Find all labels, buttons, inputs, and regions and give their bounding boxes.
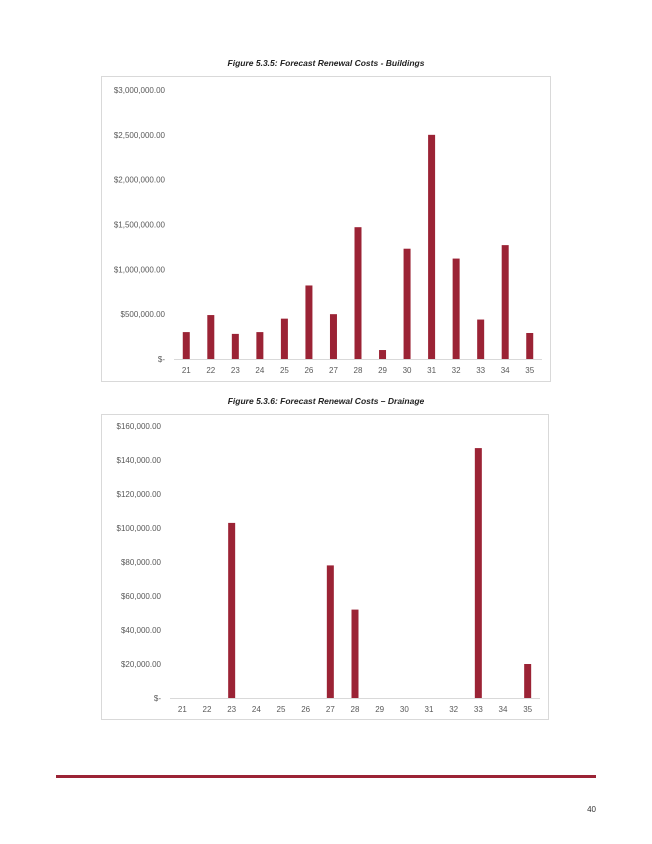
buildings-x-tick-label: 28 bbox=[353, 366, 363, 375]
drainage-x-tick-label: 21 bbox=[177, 705, 187, 714]
buildings-x-tick-label: 34 bbox=[500, 366, 510, 375]
drainage-bar-27 bbox=[327, 565, 334, 698]
buildings-x-tick-label: 26 bbox=[304, 366, 314, 375]
buildings-x-tick-label: 27 bbox=[329, 366, 338, 375]
drainage-y-tick-label: $140,000.00 bbox=[116, 456, 161, 465]
drainage-bar-28 bbox=[352, 610, 359, 698]
buildings-bar-23 bbox=[232, 334, 239, 359]
footer-rule bbox=[56, 775, 596, 778]
buildings-y-tick-label: $500,000.00 bbox=[120, 310, 165, 320]
drainage-x-tick-label: 27 bbox=[325, 705, 335, 714]
buildings-bar-33 bbox=[477, 320, 484, 359]
drainage-x-tick-label: 28 bbox=[350, 705, 360, 714]
buildings-x-tick-label: 24 bbox=[255, 366, 265, 375]
buildings-bar-27 bbox=[330, 314, 337, 359]
buildings-bar-28 bbox=[355, 227, 362, 359]
figure-caption-buildings: Figure 5.3.5: Forecast Renewal Costs - Buildings bbox=[227, 58, 425, 68]
buildings-x-tick-label: 22 bbox=[206, 366, 216, 375]
buildings-bar-22 bbox=[207, 315, 214, 359]
chart-buildings bbox=[101, 76, 551, 382]
buildings-x-tick-label: 29 bbox=[378, 366, 387, 375]
buildings-bar-24 bbox=[256, 332, 263, 359]
drainage-bar-23 bbox=[228, 523, 235, 698]
drainage-y-tick-label: $- bbox=[153, 694, 161, 703]
drainage-x-tick-label: 32 bbox=[449, 705, 459, 714]
drainage-y-tick-label: $160,000.00 bbox=[116, 422, 161, 431]
drainage-y-tick-label: $20,000.00 bbox=[120, 660, 161, 669]
drainage-x-tick-label: 24 bbox=[251, 705, 261, 714]
drainage-y-tick-label: $60,000.00 bbox=[120, 592, 161, 601]
buildings-x-tick-label: 32 bbox=[451, 366, 461, 375]
drainage-x-tick-label: 30 bbox=[399, 705, 409, 714]
buildings-bar-34 bbox=[502, 245, 509, 359]
buildings-y-tick-label: $2,500,000.00 bbox=[113, 130, 165, 140]
drainage-x-tick-label: 23 bbox=[227, 705, 237, 714]
buildings-x-tick-label: 33 bbox=[476, 366, 486, 375]
drainage-x-tick-label: 31 bbox=[424, 705, 434, 714]
drainage-y-tick-label: $80,000.00 bbox=[120, 558, 161, 567]
buildings-bar-35 bbox=[526, 333, 533, 359]
buildings-bar-31 bbox=[428, 135, 435, 359]
buildings-x-tick-label: 31 bbox=[427, 366, 437, 375]
buildings-x-tick-label: 35 bbox=[525, 366, 535, 375]
buildings-bar-29 bbox=[379, 350, 386, 359]
buildings-x-tick-label: 25 bbox=[279, 366, 289, 375]
chart-drainage-svg bbox=[102, 415, 548, 719]
buildings-bar-26 bbox=[305, 285, 312, 359]
chart-drainage bbox=[101, 414, 549, 720]
page-number: 40 bbox=[587, 805, 596, 814]
drainage-y-tick-label: $40,000.00 bbox=[120, 626, 161, 635]
buildings-y-tick-label: $3,000,000.00 bbox=[113, 86, 165, 95]
buildings-bar-21 bbox=[183, 332, 190, 359]
drainage-bar-33 bbox=[475, 448, 482, 698]
drainage-x-tick-label: 22 bbox=[202, 705, 212, 714]
buildings-y-tick-label: $1,500,000.00 bbox=[113, 220, 165, 230]
buildings-bar-32 bbox=[453, 259, 460, 359]
buildings-x-tick-label: 21 bbox=[181, 366, 191, 375]
buildings-x-tick-label: 30 bbox=[402, 366, 412, 375]
drainage-y-tick-label: $120,000.00 bbox=[116, 490, 161, 499]
buildings-y-tick-label: $- bbox=[157, 355, 165, 364]
drainage-x-tick-label: 35 bbox=[523, 705, 533, 714]
drainage-x-tick-label: 33 bbox=[473, 705, 483, 714]
chart-buildings-svg bbox=[102, 77, 550, 381]
drainage-y-tick-label: $100,000.00 bbox=[116, 524, 161, 533]
drainage-bar-35 bbox=[524, 664, 531, 698]
figure-caption-drainage: Figure 5.3.6: Forecast Renewal Costs – Drainage bbox=[227, 396, 425, 406]
buildings-x-tick-label: 23 bbox=[230, 366, 240, 375]
buildings-bar-25 bbox=[281, 319, 288, 359]
buildings-y-tick-label: $2,000,000.00 bbox=[113, 175, 165, 185]
buildings-y-tick-label: $1,000,000.00 bbox=[113, 265, 165, 275]
drainage-x-tick-label: 25 bbox=[276, 705, 286, 714]
drainage-x-tick-label: 26 bbox=[301, 705, 311, 714]
buildings-bar-30 bbox=[404, 249, 411, 359]
drainage-x-tick-label: 29 bbox=[375, 705, 385, 714]
drainage-x-tick-label: 34 bbox=[498, 705, 508, 714]
